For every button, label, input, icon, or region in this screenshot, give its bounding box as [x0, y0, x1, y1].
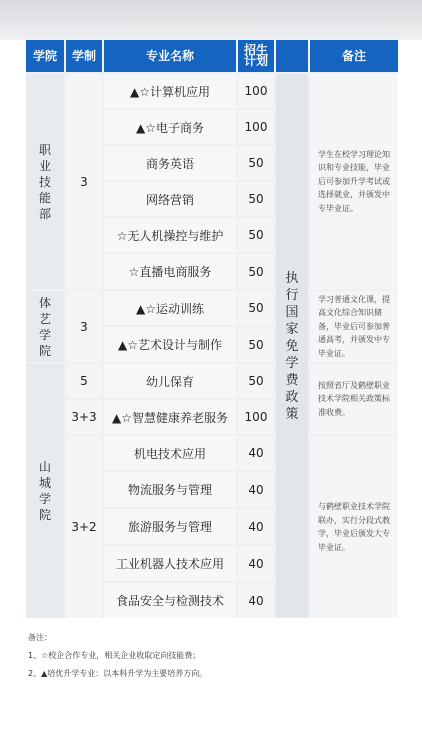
- header-duration: 学制: [66, 40, 102, 72]
- quota-cell: [238, 436, 274, 470]
- table-row: [104, 254, 236, 289]
- enrollment-table: [26, 40, 398, 618]
- major-name: 商务英语: [145, 156, 194, 171]
- college-name: 职业技能部: [38, 142, 51, 221]
- quota-value: 40: [248, 593, 264, 608]
- table-row: [104, 74, 236, 108]
- header-major: 专业名称: [104, 40, 236, 72]
- table-row: [104, 291, 236, 325]
- quota-cell: [238, 291, 274, 325]
- top-band: [0, 0, 422, 40]
- quota-cell: [238, 110, 274, 144]
- major-name: ☆无人机操控与维护: [116, 228, 224, 243]
- table-row: [104, 146, 236, 180]
- quota-value: 40: [248, 446, 264, 460]
- major-name: 网络营销: [145, 192, 194, 207]
- quota-value: 100: [244, 84, 268, 98]
- note-cell: [310, 74, 398, 289]
- quota-value: 40: [248, 482, 264, 497]
- table-row: [104, 509, 236, 544]
- quota-value: 50: [248, 192, 264, 206]
- note-text: 按照省厅及鹤壁职业技术学院相关政策标准收费。: [318, 380, 390, 417]
- college-cell: [26, 364, 64, 618]
- duration-cell: [66, 400, 102, 434]
- quota-value: 100: [244, 120, 268, 134]
- college-name: 体艺学院: [38, 295, 51, 358]
- footer-note-1: 1、☆校企合作专业，相关企业收取定向技能费；: [28, 651, 201, 660]
- duration-value: 3+3: [71, 410, 97, 424]
- table-row: [104, 583, 236, 618]
- major-name: 幼儿保育: [145, 374, 194, 389]
- quota-cell: [238, 327, 274, 362]
- note-cell: [310, 291, 398, 362]
- major-name: 机电技术应用: [133, 446, 206, 461]
- quota-cell: [238, 254, 274, 289]
- duration-cell: [66, 364, 102, 398]
- table-row: [104, 400, 236, 434]
- table-row: [104, 110, 236, 144]
- major-name: ▲☆电子商务: [136, 120, 204, 135]
- note-text: 与鹤壁职业技术学院联办，实行分段式教学，毕业后颁发大专毕业证。: [318, 502, 390, 552]
- duration-cell: [66, 291, 102, 362]
- duration-cell: [66, 436, 102, 618]
- quota-value: 40: [248, 556, 264, 571]
- quota-cell: [238, 146, 274, 180]
- quota-cell: [238, 472, 274, 507]
- college-cell: [26, 291, 64, 362]
- major-name: ▲☆艺术设计与制作: [118, 338, 222, 352]
- header-quota: 招生计划: [238, 40, 274, 72]
- duration-value: 3: [80, 319, 88, 334]
- header-college: 学院: [26, 40, 64, 72]
- quota-value: 50: [248, 228, 264, 242]
- duration-value: 3: [80, 174, 88, 189]
- major-name: ▲☆运动训练: [136, 301, 204, 316]
- college-name: 山城学院: [38, 460, 51, 522]
- quota-cell: [238, 182, 274, 216]
- table-row: [104, 546, 236, 581]
- quota-cell: [238, 218, 274, 252]
- table-row: [104, 182, 236, 216]
- header-policy: [276, 40, 308, 72]
- quota-value: 50: [248, 264, 264, 279]
- note-cell: [310, 364, 398, 434]
- major-name: 食品安全与检测技术: [115, 594, 224, 608]
- note-cell: [310, 436, 398, 618]
- note-text: 学习普通文化课，提高文化综合知识储备，毕业后可参加普通高考，并颁发中专毕业证。: [318, 294, 390, 358]
- college-cell: [26, 74, 64, 289]
- table-row: [104, 472, 236, 507]
- major-name: 物流服务与管理: [127, 483, 212, 497]
- policy-cell: [276, 74, 308, 618]
- table-row: [104, 364, 236, 398]
- header-note: 备注: [310, 40, 398, 72]
- quota-value: 50: [248, 301, 264, 315]
- major-name: ☆直播电商服务: [128, 265, 212, 279]
- quota-cell: [238, 400, 274, 434]
- quota-value: 50: [248, 374, 264, 388]
- major-name: ▲☆智慧健康养老服务: [112, 410, 228, 425]
- note-text: 学生在校学习理论知识和专业技能，毕业后可参加升学考试或选择就业，并颁发中专毕业证。: [318, 149, 390, 213]
- duration-value: 5: [80, 374, 88, 388]
- table-row: [104, 327, 236, 362]
- quota-value: 100: [244, 410, 268, 424]
- duration-cell: [66, 74, 102, 289]
- quota-cell: [238, 583, 274, 618]
- quota-cell: [238, 364, 274, 398]
- major-name: ▲☆计算机应用: [130, 84, 210, 99]
- quota-value: 40: [248, 519, 264, 534]
- table-row: [104, 218, 236, 252]
- table-row: [104, 436, 236, 470]
- quota-cell: [238, 74, 274, 108]
- quota-cell: [238, 509, 274, 544]
- major-name: 旅游服务与管理: [127, 520, 212, 534]
- quota-value: 50: [248, 156, 264, 170]
- quota-cell: [238, 546, 274, 581]
- policy-text: 执行国家免学费政策: [285, 270, 299, 422]
- quota-value: 50: [248, 337, 264, 352]
- major-name: 工业机器人技术应用: [115, 557, 224, 571]
- duration-value: 3+2: [71, 520, 97, 534]
- footer-note-2: 2、▲培优升学专业：以本科升学为主要培养方向。: [28, 669, 208, 678]
- footer-title: 备注：: [28, 633, 52, 642]
